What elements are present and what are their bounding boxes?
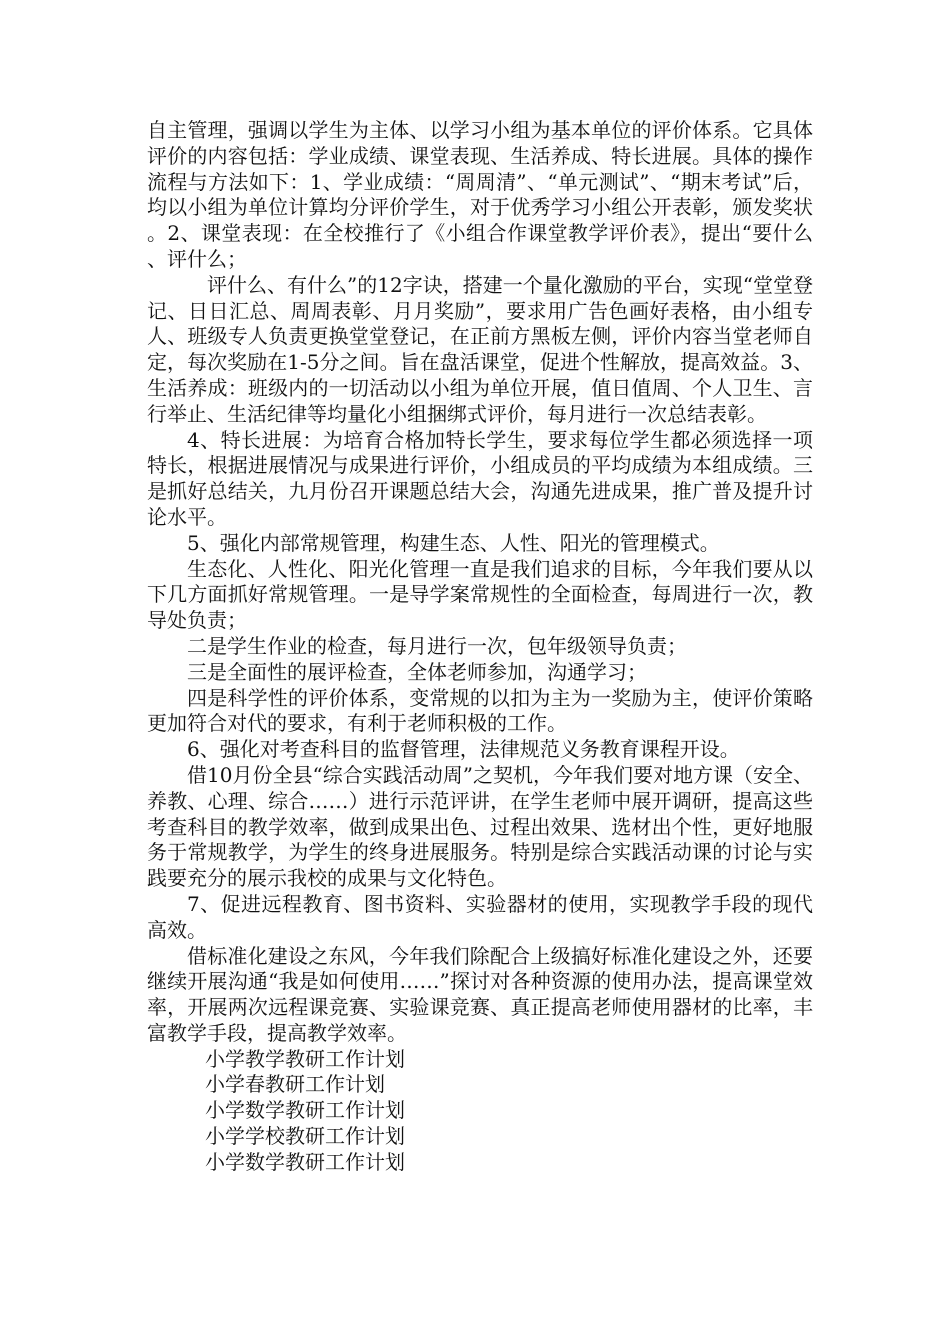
paragraph-evaluation-system: 自主管理，强调以学生为主体、以学习小组为基本单位的评价体系。它具体评价的内容包括：学业成绩、课堂表现、生活养成、特长进展。具体的操作流程与方法如下：1、学业成绩：“周周清”、“单元测试”、“期末考试”后，均以小组为单位计算均分评价学生，对于优秀学习小组公开表彰，颁发奖状。2、课堂表现：在全校推行了《小组合作课堂教学评价表》，提出“要什么、评什么； <box>147 118 813 271</box>
related-link[interactable]: 小学数学教研工作计划 <box>205 1149 405 1174</box>
paragraph-specialty-progress: 4、特长进展：为培育合格加特长学生，要求每位学生都必须选择一项特长，根据进展情况与成果进行评价，小组成员的平均成绩为本组成绩。三是抓好总结关，九月份召开课题总结大会，沟通先进成果，推广普及提升讨论水平。 <box>147 427 813 529</box>
paragraph-comprehensive-check: 三是全面性的展评检查，全体老师参加，沟通学习； <box>187 659 647 684</box>
related-link[interactable]: 小学数学教研工作计划 <box>205 1098 405 1123</box>
paragraph-practice-week: 借10月份全县“综合实践活动周”之契机，今年我们要对地方课（安全、养教、心理、综合……）进行示范评讲，在学生老师中展开调研，提高这些考查科目的教学效率，做到成果出色、过程出效果、选材出个性，更好地服务于常规教学，为学生的终身进展服务。特别是综合实践活动课的讨论与实践要充分的展示我校的成果与文化特色。 <box>147 762 813 891</box>
paragraph-heading-remote-education: 7、促进远程教育、图书资料、实验器材的使用，实现教学手段的现代高效。 <box>147 891 813 942</box>
paragraph-scientific-evaluation: 四是科学性的评价体系，变常规的以扣为主为一奖励为主，使评价策略更加符合对代的要求，有利于老师积极的工作。 <box>147 685 813 736</box>
paragraph-standardization: 借标准化建设之东风，今年我们除配合上级搞好标准化建设之外，还要继续开展沟通“我是如何使用……”探讨对各种资源的使用办法，提高课堂效率，开展两次远程课竞赛、实验课竞赛、真正提高老师使用器材的比率，丰富教学手段，提高教学效率。 <box>147 943 813 1045</box>
paragraph-routine-management: 生态化、人性化、阳光化管理一直是我们追求的目标，今年我们要从以下几方面抓好常规管理。一是导学案常规性的全面检查，每周进行一次，教导处负责； <box>147 556 813 633</box>
document-page <box>147 118 813 1176</box>
paragraph-heading-elective-courses: 6、强化对考查科目的监督管理，法律规范义务教育课程开设。 <box>187 737 740 762</box>
related-link[interactable]: 小学春教研工作计划 <box>205 1072 385 1097</box>
related-links-list <box>147 1047 813 1176</box>
paragraph-homework-check: 二是学生作业的检查，每月进行一次，包年级领导负责； <box>187 633 687 658</box>
paragraph-classroom-evaluation: 评什么、有什么”的12字诀，搭建一个量化激励的平台，实现“堂堂登记、日日汇总、周周表彰、月月奖励”，要求用广告色画好表格，由小组专人、班级专人负责更换堂堂登记，在正前方黑板左侧，评价内容当堂老师自定，每次奖励在1-5分之间。旨在盘活课堂，促进个性解放，提高效益。3、生活养成：班级内的一切活动以小组为单位开展，值日值周、个人卫生、言行举止、生活纪律等均量化小组捆绑式评价，每月进行一次总结表彰。 <box>147 272 813 426</box>
related-link[interactable]: 小学学校教研工作计划 <box>205 1124 405 1149</box>
paragraph-heading-routine-management: 5、强化内部常规管理，构建生态、人性、阳光的管理模式。 <box>187 530 720 555</box>
related-link[interactable]: 小学教学教研工作计划 <box>205 1046 405 1071</box>
